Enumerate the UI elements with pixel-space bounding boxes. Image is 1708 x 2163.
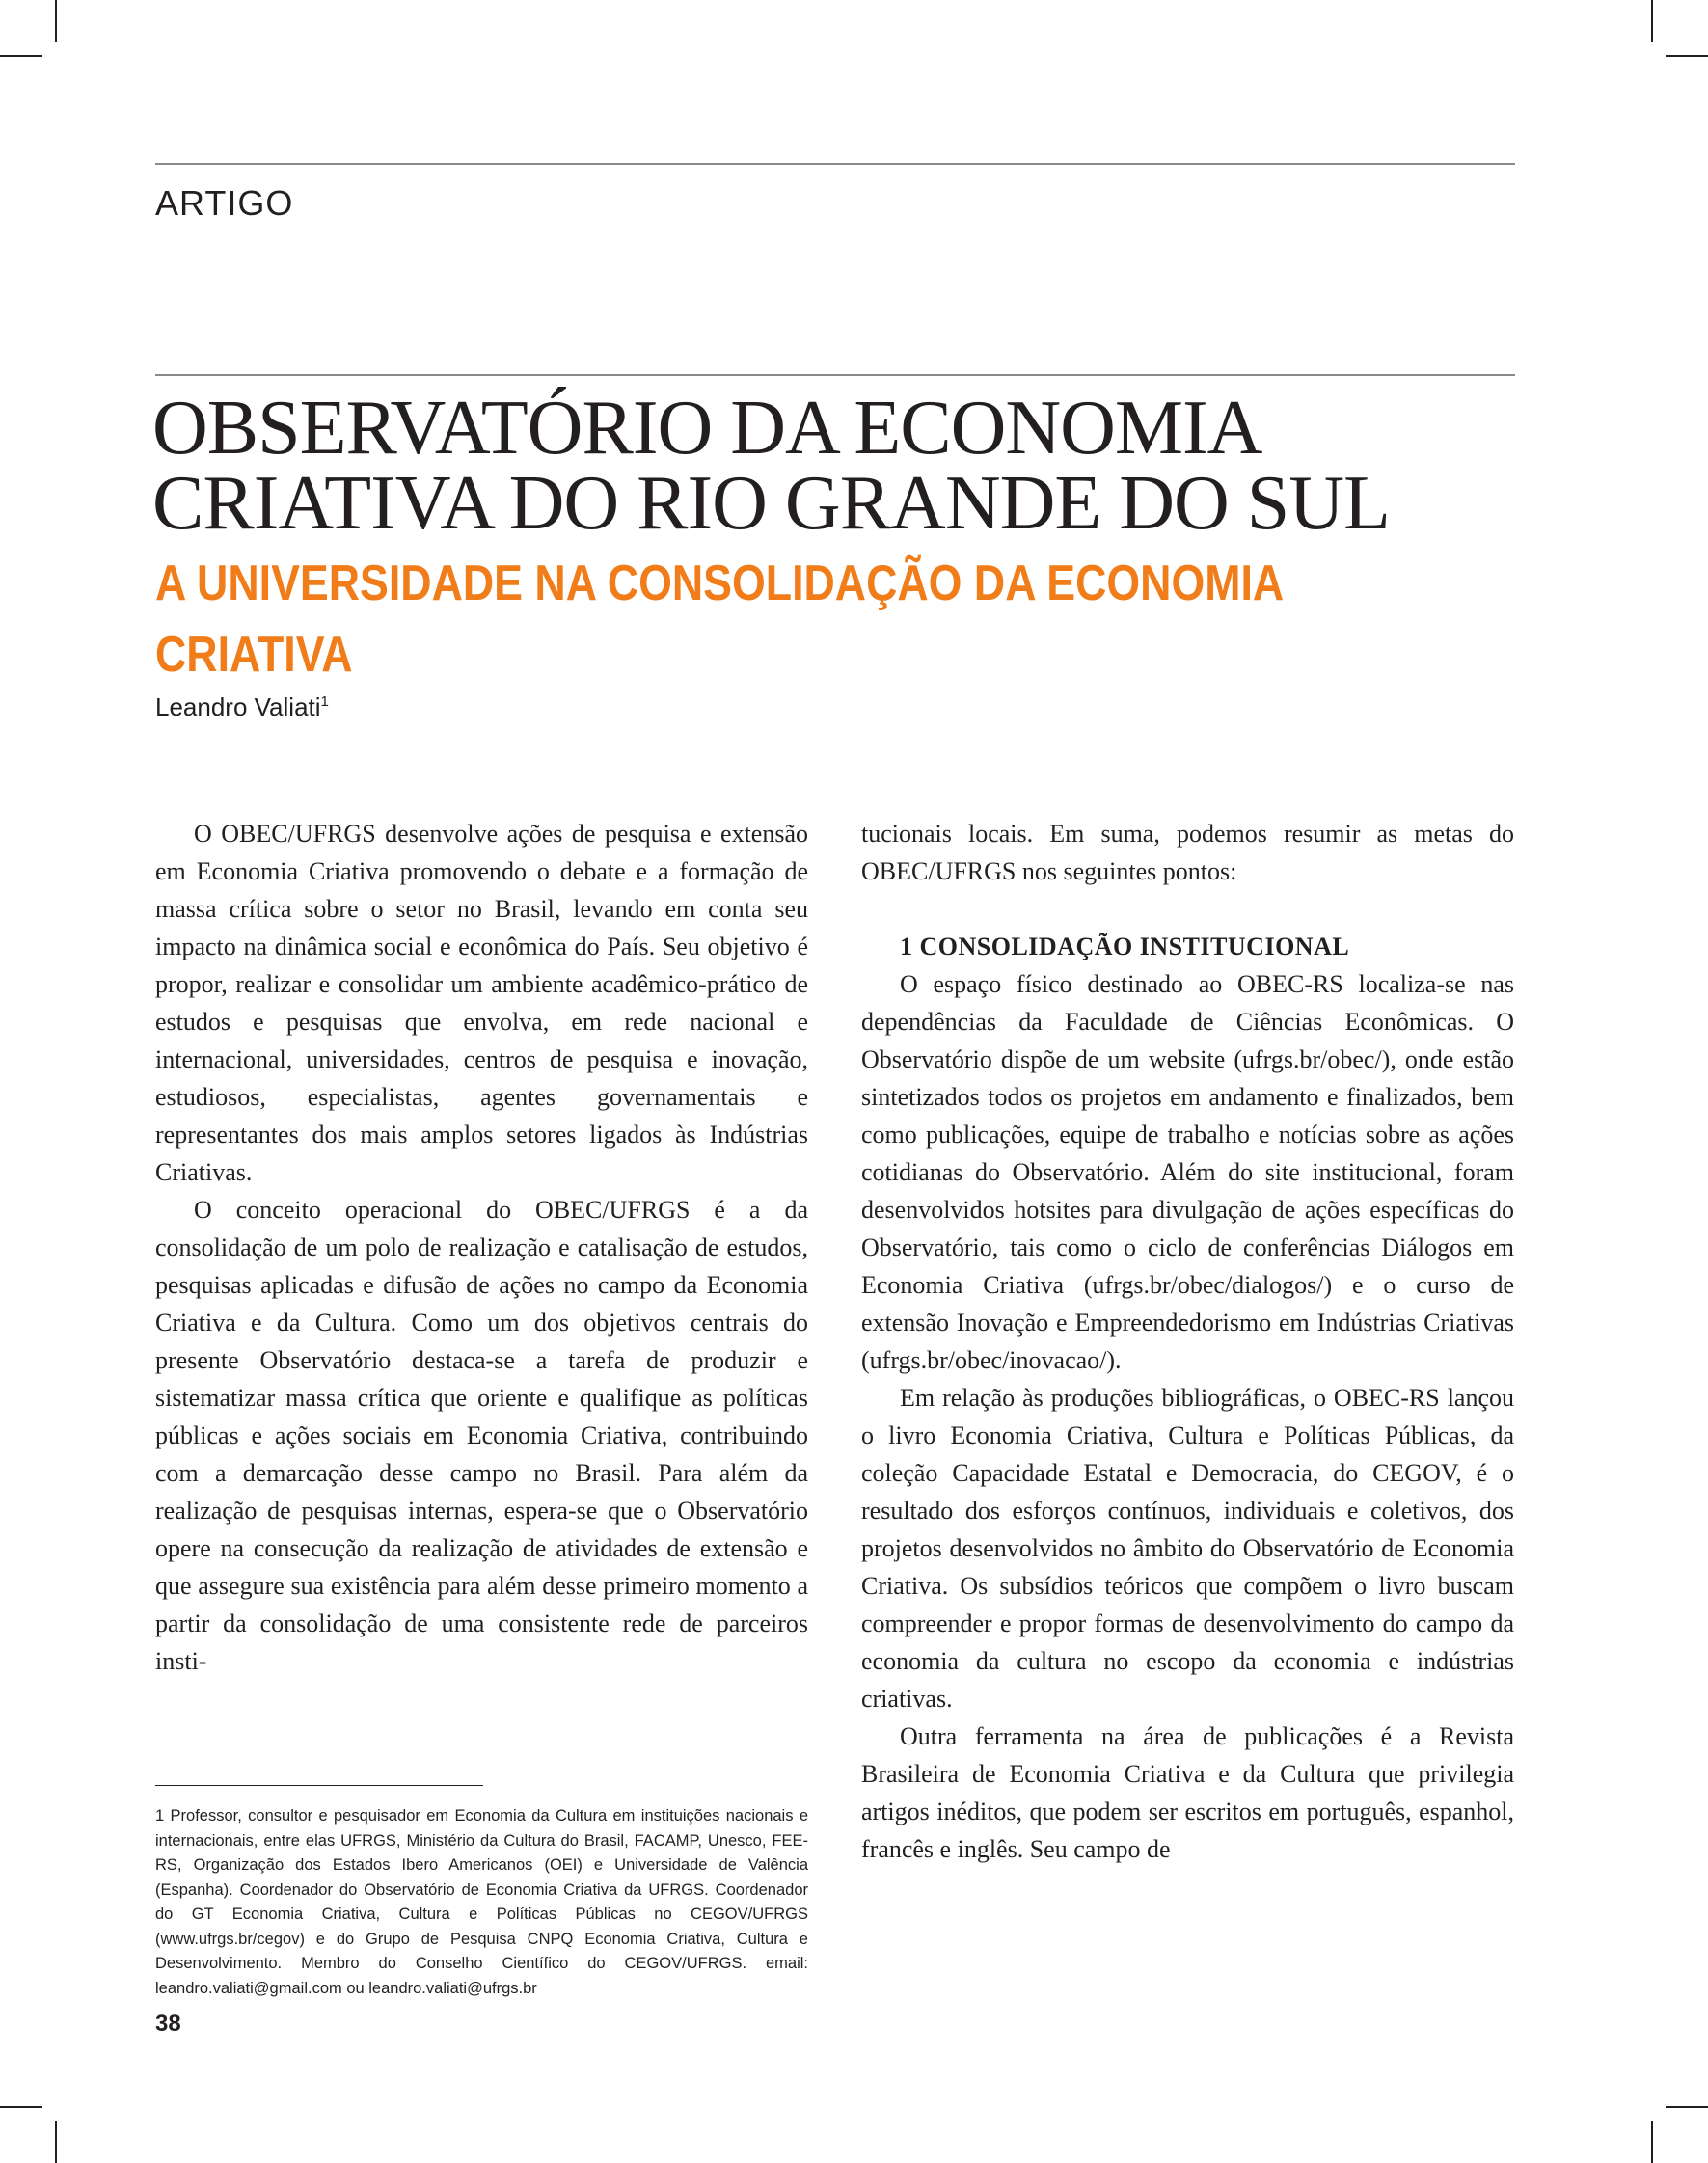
article-subtitle: A UNIVERSIDADE NA CONSOLIDAÇÃO DA ECONOMIA CRIATIVA [155,555,1283,683]
right-paragraph-1: O espaço físico destinado ao OBEC-RS localiza-se nas dependências da Faculdade de Ciências Econômicas. O Observatório dispõe de um website (ufrgs.br/obec/), onde estão sintetizados todos os projetos em andamento e finalizados, bem como publicações, equipe de trabalho e notícias sobre as ações cotidianas do Observatório. Além do site institucional, foram desenvolvidos hotsites para divulgação de ações específicas do Observatório, tais como o ciclo de conferências Diálogos em Economia Criativa (ufrgs.br/obec/dialogos/) e o curso de extensão Inovação e Empreendedorismo em Indústrias Criativas (ufrgs.br/obec/inovacao/). [861,970,1514,1374]
right-column [861,815,1514,1868]
crop-mark-top-right-h [1666,55,1708,57]
left-paragraph-2: O conceito operacional do OBEC/UFRGS é a da consolidação de um polo de realização e catalisação de estudos, pesquisas aplicadas e difusão de ações no campo da Economia Criativa e da Cultura. Como um dos objetivos centrais do presente Observatório destaca-se a tarefa de produzir e sistematizar massa crítica que oriente e qualifique as políticas públicas e ações sociais em Economia Criativa, contribuindo com a demarcação desse campo no Brasil. Para além da realização de pesquisas internas, espera-se que o Observatório opere na consecução da realização de atividades de extensão e que assegure sua existência para além desse primeiro momento a partir da consolidação de uma consistente rede de parceiros insti- [155,1196,808,1675]
crop-mark-bottom-left-h [0,2106,42,2108]
left-column [155,815,808,1680]
article-title-line-2: CRIATIVA DO RIO GRANDE DO SUL [152,461,1390,546]
section-heading: 1 CONSOLIDAÇÃO INSTITUCIONAL [900,933,1350,960]
left-paragraph-1: O OBEC/UFRGS desenvolve ações de pesquisa e extensão em Economia Criativa promovendo o debate e a formação de massa crítica sobre o setor no Brasil, levando em conta seu impacto na dinâmica social e econômica do País. Seu objetivo é propor, realizar e consolidar um ambiente acadêmico-prático de estudos e pesquisas que envolva, em rede nacional e internacional, universidades, centros de pesquisa e inovação, estudiosos, especialistas, agentes governamentais e representantes dos mais amplos setores ligados às Indústrias Criativas. [155,820,808,1186]
crop-mark-bottom-left [55,2121,57,2163]
author-byline [155,692,329,722]
author-footnote-ref[interactable]: 1 [320,693,329,710]
header-rule-top [155,163,1515,165]
page-number: 38 [155,2011,181,2037]
right-paragraph-3: Outra ferramenta na área de publicações é a Revista Brasileira de Economia Criativa e da Cultura que privilegia artigos inéditos, que podem ser escritos em português, espanhol, francês e inglês. Seu campo de [861,1722,1514,1863]
crop-mark-bottom-right [1651,2121,1653,2163]
article-title [152,386,1522,546]
crop-mark-top-right [1651,0,1653,42]
right-paragraph-2: Em relação às produções bibliográficas, o OBEC-RS lançou o livro Economia Criativa, Cultura e Políticas Públicas, da coleção Capacidade Estatal e Democracia, do CEGOV, é o resultado dos esforços contínuos, individuais e coletivos, dos projetos desenvolvidos no âmbito do Observatório de Economia Criativa. Os subsídios teóricos que compõem o livro buscam compreender e propor formas de desenvolvimento do campo da economia da cultura no escopo da economia e indústrias criativas. [861,1384,1514,1713]
footnote: 1 Professor, consultor e pesquisador em Economia da Cultura em instituições nacionais e internacionais, entre elas UFRGS, Ministério da Cultura do Brasil, FACAMP, Unesco, FEE-RS, Organização dos Estados Ibero Americanos (OEI) e Universidade de Valência (Espanha). Coordenador do Observatório de Economia Criativa da UFRGS. Coordenador do GT Economia Criativa, Cultura e Políticas Públicas no CEGOV/UFRGS (www.ufrgs.br/cegov) e do Grupo de Pesquisa CNPQ Economia Criativa, Cultura e Desenvolvimento. Membro do Conselho Científico do CEGOV/UFRGS. email: leandro.valiati@gmail.com ou leandro.valiati@ufrgs.br [155,1807,808,1997]
crop-mark-top-left [55,0,57,42]
author-name: Leandro Valiati [155,692,321,721]
header-rule-bottom [155,374,1515,376]
right-paragraph-continued: tucionais locais. Em suma, podemos resumir as metas do OBEC/UFRGS nos seguintes pontos: [861,820,1514,885]
section-label: ARTIGO [155,183,294,223]
article-title-line-1: OBSERVATÓRIO DA ECONOMIA [152,386,1262,471]
crop-mark-top-left-h [0,55,42,57]
crop-mark-bottom-right-h [1666,2106,1708,2108]
footnote-rule [155,1785,483,1786]
